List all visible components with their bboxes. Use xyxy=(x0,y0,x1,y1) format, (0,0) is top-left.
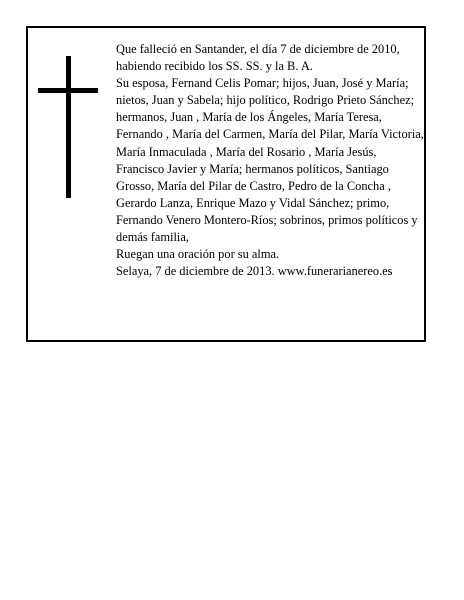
notice-body xyxy=(116,41,424,280)
cross-horizontal-bar xyxy=(38,88,98,93)
latin-cross-icon xyxy=(38,56,98,198)
notice-family-list: Su esposa, Fernand Celis Pomar; hijos, Juan, José y María; nietos, Juan y Sabela; hijo político, Rodrigo Prieto Sánchez; hermanos, Juan , María de los Ángeles, María Teresa, Fernando , María del Carmen, María del Pilar, María Victoria, María Inmaculada , María del Rosario , María Jesús, Francisco Javier y María; hermanos políticos, Santiago Grosso, María del Pilar de Castro, Pedro de la Concha , Gerardo Lanza, Enrique Mazo y Vidal Sánchez; primo, Fernando Venero Montero-Ríos; sobrinos, primos políticos y demás familia, xyxy=(116,76,424,245)
notice-place-date-website: Selaya, 7 de diciembre de 2013. www.funerarianereo.es xyxy=(116,264,393,279)
notice-death-statement: Que falleció en Santander, el día 7 de diciembre de 2010, habiendo recibido los SS. SS. y la B. A. xyxy=(116,42,400,74)
cross-vertical-bar xyxy=(66,56,71,198)
notice-prayer-request: Ruegan una oración por su alma. xyxy=(116,247,280,262)
obituary-notice xyxy=(26,26,426,342)
